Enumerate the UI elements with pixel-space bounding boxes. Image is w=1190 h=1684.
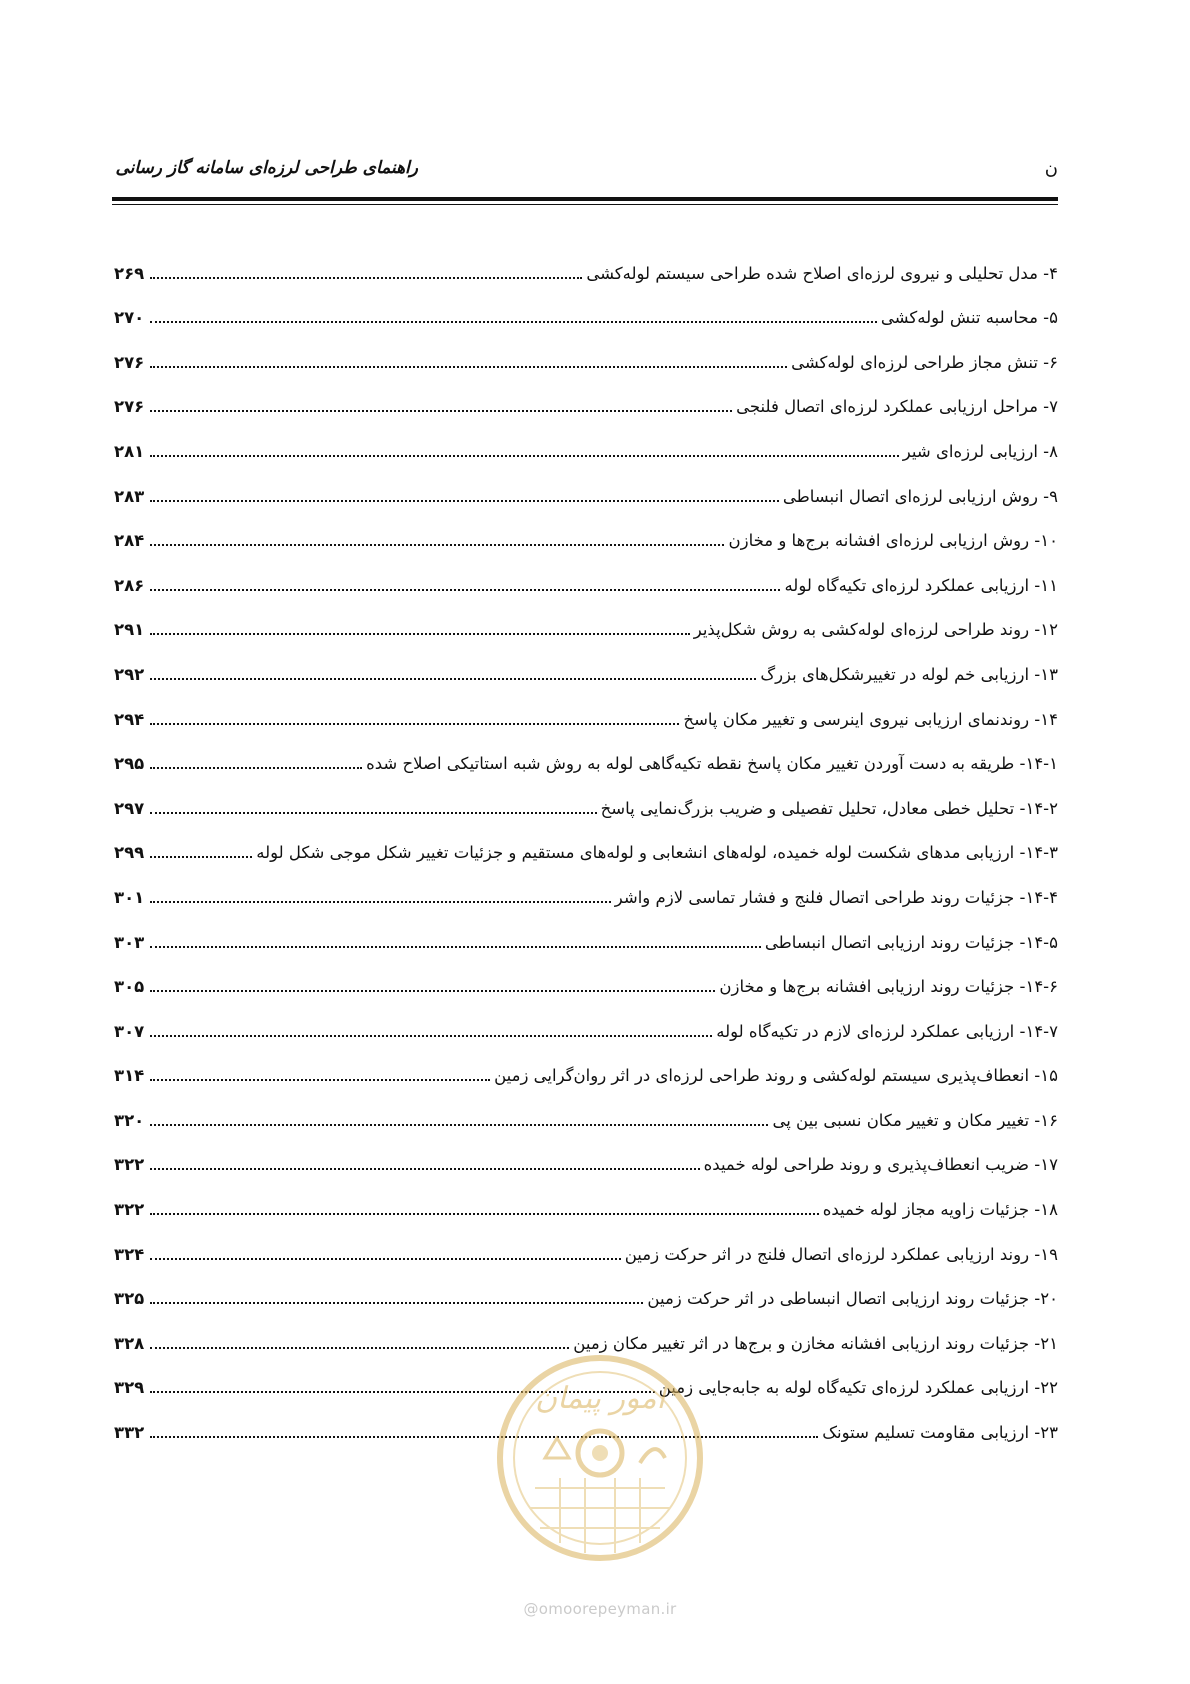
- toc-entry-page: ۳۲۹: [114, 1378, 145, 1398]
- toc-entry-page: ۲۸۴: [114, 531, 145, 551]
- toc-entry-page: ۲۷۰: [114, 308, 145, 328]
- toc-entry: [114, 240, 1058, 285]
- toc-entry-page: ۲۹۵: [114, 754, 145, 774]
- page-number-letter: ن: [1044, 158, 1058, 179]
- toc-entry: [114, 1266, 1058, 1311]
- toc-dot-leader: [150, 500, 779, 502]
- toc-entry-page: ۳۰۵: [114, 977, 145, 997]
- toc-entry: [114, 285, 1058, 330]
- toc-entry-page: ۲۸۱: [114, 441, 145, 461]
- toc-entry: [114, 909, 1058, 954]
- toc-entry-title: ۱۱- ارزیابی عملکرد لرزه‌ای تکیه‌گاه لوله: [784, 575, 1058, 595]
- toc-entry: [114, 463, 1058, 508]
- seal-text: امور پیمان: [535, 1381, 665, 1416]
- toc-entry-title: ۱۴-۵- جزئیات روند ارزیابی اتصال انبساطی: [764, 932, 1058, 952]
- toc-entry-title: ۶- تنش مجاز طراحی لرزه‌ای لوله‌کشی: [791, 352, 1058, 372]
- toc-entry-title: ۱۴-۶- جزئیات روند ارزیابی افشانه برج‌ها و مخازن: [719, 977, 1058, 997]
- header-rule-thin: [112, 204, 1058, 205]
- toc-entry: [114, 1176, 1058, 1221]
- toc-entry-title: ۱۷- ضریب انعطاف‌پذیری و روند طراحی لوله خمیده: [703, 1155, 1058, 1175]
- page-header: [112, 158, 1058, 188]
- running-title: راهنمای طراحی لرزه‌ای سامانه گاز رسانی: [115, 158, 418, 178]
- toc-entry: [114, 1221, 1058, 1266]
- toc-entry-page: ۲۷۶: [114, 397, 145, 417]
- header-rule-thick: [112, 197, 1058, 201]
- toc-dot-leader: [150, 990, 715, 992]
- toc-entry-page: ۲۸۳: [114, 486, 145, 506]
- toc-entry-title: ۲۳- ارزیابی مقاومت تسلیم ستونک: [822, 1423, 1058, 1443]
- toc-entry-title: ۱۲- روند طراحی لرزه‌ای لوله‌کشی به روش شکل‌پذیر: [693, 620, 1058, 640]
- toc-entry-title: ۱۴- روندنمای ارزیابی نیروی اینرسی و تغییر مکان پاسخ: [683, 709, 1058, 729]
- table-of-contents: [114, 240, 1058, 1444]
- toc-dot-leader: [150, 455, 899, 457]
- toc-entry-title: ۱۵- انعطاف‌پذیری سیستم لوله‌کشی و روند طراحی لرزه‌ای در اثر روان‌گرایی زمین: [494, 1066, 1058, 1086]
- toc-entry-title: ۸- ارزیابی لرزه‌ای شیر: [902, 441, 1058, 461]
- toc-entry: [114, 820, 1058, 865]
- toc-entry-page: ۲۹۲: [114, 664, 145, 684]
- toc-dot-leader: [150, 1302, 643, 1304]
- toc-entry: [114, 686, 1058, 731]
- toc-entry-page: ۲۹۷: [114, 798, 145, 818]
- toc-entry-title: ۵- محاسبه تنش لوله‌کشی: [880, 308, 1058, 328]
- toc-dot-leader: [150, 1436, 818, 1438]
- toc-entry-page: ۳۲۲: [114, 1200, 145, 1220]
- toc-entry: [114, 641, 1058, 686]
- toc-dot-leader: [150, 544, 724, 546]
- toc-entry-title: ۲۱- جزئیات روند ارزیابی افشانه مخازن و برج‌ها در اثر تغییر مکان زمین: [573, 1333, 1058, 1353]
- toc-entry: [114, 1087, 1058, 1132]
- toc-dot-leader: [150, 1258, 621, 1260]
- toc-entry-title: ۱۴-۴- جزئیات روند طراحی اتصال فلنج و فشار تماسی لازم واشر: [614, 887, 1058, 907]
- toc-entry-title: ۴- مدل تحلیلی و نیروی لرزه‌ای اصلاح شده طراحی سیستم لوله‌کشی: [586, 263, 1058, 283]
- watermark-seal: [490, 1338, 710, 1618]
- toc-entry-page: ۲۹۴: [114, 709, 145, 729]
- toc-entry: [114, 1132, 1058, 1177]
- toc-entry: [114, 597, 1058, 642]
- toc-dot-leader: [150, 723, 679, 725]
- toc-entry-page: ۳۲۴: [114, 1244, 145, 1264]
- toc-entry: [114, 418, 1058, 463]
- toc-dot-leader: [150, 633, 690, 635]
- toc-dot-leader: [150, 366, 787, 368]
- toc-entry-title: ۷- مراحل ارزیابی عملکرد لرزه‌ای اتصال فلنجی: [736, 397, 1058, 417]
- toc-entry: [114, 998, 1058, 1043]
- toc-entry-title: ۱۶- تغییر مکان و تغییر مکان نسبی بین پی: [772, 1110, 1058, 1130]
- toc-entry-title: ۱۴-۱- طریقه به دست آوردن تغییر مکان پاسخ نقطه تکیه‌گاهی لوله به روش شبه استاتیکی اصلاح شده: [366, 754, 1058, 774]
- toc-entry-title: ۱۴-۷- ارزیابی عملکرد لرزه‌ای لازم در تکیه‌گاه لوله: [716, 1021, 1058, 1041]
- toc-entry-page: ۳۰۳: [114, 932, 145, 952]
- toc-entry: [114, 731, 1058, 776]
- seal-logo-icon: [490, 1338, 710, 1588]
- toc-entry-title: ۱۴-۲- تحلیل خطی معادل، تحلیل تفصیلی و ضریب بزرگ‌نمایی پاسخ: [600, 798, 1058, 818]
- toc-entry-page: ۲۹۱: [114, 620, 145, 640]
- toc-entry-title: ۹- روش ارزیابی لرزه‌ای اتصال انبساطی: [782, 486, 1058, 506]
- toc-entry-page: ۳۳۲: [114, 1423, 145, 1443]
- toc-dot-leader: [150, 1124, 768, 1126]
- toc-dot-leader: [150, 1168, 700, 1170]
- toc-entry: [114, 374, 1058, 419]
- toc-entry: [114, 954, 1058, 999]
- toc-entry: [114, 775, 1058, 820]
- toc-entry: [114, 1043, 1058, 1088]
- toc-entry-title: ۱۴-۳- ارزیابی مدهای شکست لوله خمیده، لوله‌های انشعابی و لوله‌های مستقیم و جزئیات تغییر شکل موجی شکل لوله: [256, 843, 1058, 863]
- toc-dot-leader: [150, 277, 582, 279]
- toc-entry-title: ۱۳- ارزیابی خم لوله در تغییرشکل‌های بزرگ: [760, 664, 1058, 684]
- toc-dot-leader: [150, 1079, 490, 1081]
- toc-dot-leader: [150, 901, 611, 903]
- toc-entry-page: ۳۰۱: [114, 887, 145, 907]
- toc-entry-page: ۲۶۹: [114, 263, 145, 283]
- toc-dot-leader: [150, 767, 362, 769]
- toc-dot-leader: [150, 321, 877, 323]
- toc-dot-leader: [150, 812, 597, 814]
- toc-entry: [114, 864, 1058, 909]
- toc-dot-leader: [150, 678, 756, 680]
- toc-dot-leader: [150, 1213, 819, 1215]
- toc-entry-page: ۳۲۸: [114, 1333, 145, 1353]
- toc-entry-page: ۳۲۲: [114, 1155, 145, 1175]
- toc-entry-page: ۲۹۹: [114, 843, 145, 863]
- toc-entry-page: ۳۲۰: [114, 1110, 145, 1130]
- toc-entry-title: ۱۹- روند ارزیابی عملکرد لرزه‌ای اتصال فلنج در اثر حرکت زمین: [624, 1244, 1058, 1264]
- toc-entry: [114, 552, 1058, 597]
- toc-entry: [114, 329, 1058, 374]
- toc-dot-leader: [150, 946, 761, 948]
- toc-dot-leader: [150, 856, 252, 858]
- toc-entry-title: ۲۰- جزئیات روند ارزیابی اتصال انبساطی در اثر حرکت زمین: [647, 1289, 1058, 1309]
- toc-entry-page: ۳۰۷: [114, 1021, 145, 1041]
- toc-entry-title: ۱۸- جزئیات زاویه مجاز لوله خمیده: [822, 1200, 1058, 1220]
- toc-entry-page: ۳۲۵: [114, 1289, 145, 1309]
- toc-entry: [114, 508, 1058, 553]
- watermark-site: @omoorepeyman.ir: [523, 1600, 677, 1618]
- toc-dot-leader: [150, 589, 780, 591]
- toc-entry-title: ۲۲- ارزیابی عملکرد لرزه‌ای تکیه‌گاه لوله به جابه‌جایی زمین: [658, 1378, 1058, 1398]
- toc-entry-page: ۳۱۴: [114, 1066, 145, 1086]
- toc-entry-page: ۲۷۶: [114, 352, 145, 372]
- toc-entry-page: ۲۸۶: [114, 575, 145, 595]
- toc-dot-leader: [150, 410, 732, 412]
- toc-dot-leader: [150, 1035, 712, 1037]
- toc-entry-title: ۱۰- روش ارزیابی لرزه‌ای افشانه برج‌ها و مخازن: [728, 531, 1058, 551]
